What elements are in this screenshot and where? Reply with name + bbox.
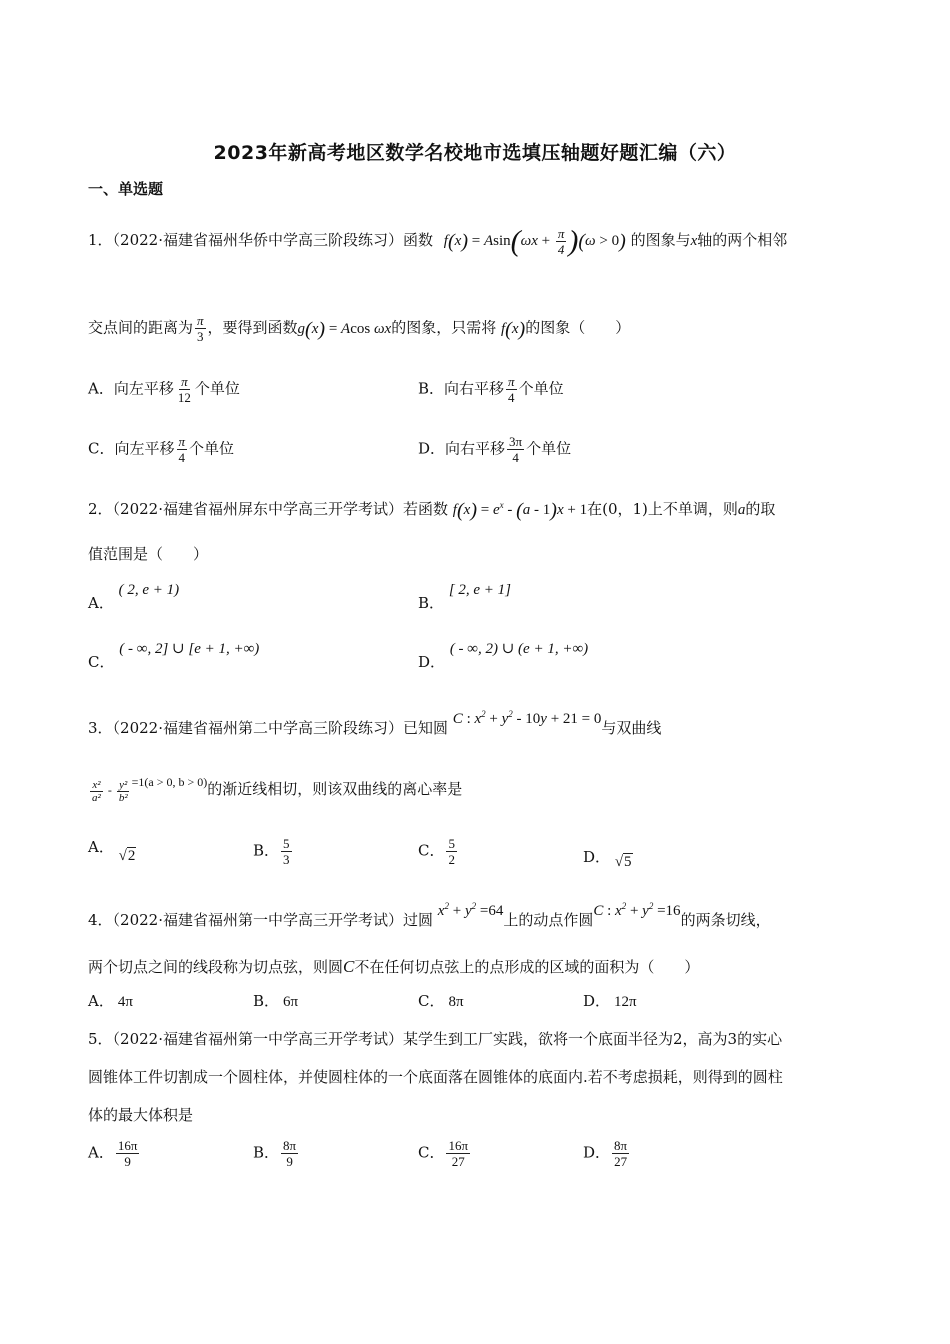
q3-option-c: C． $\frac{5}{2}$ xyxy=(418,836,455,867)
q2-option-b: B． [ 2, e + 1] xyxy=(418,582,512,612)
formula-circle-1: $x^2 + y^2 =64$ xyxy=(437,901,504,919)
section-heading: 一、单选题 xyxy=(88,180,164,198)
question-5-line-1: 5．（2022·福建省福州第一中学高三开学考试）某学生到工厂实践，欲将一个底面半径为2，高为3的实心 xyxy=(88,1030,783,1048)
q5-option-c: C． $\frac{16\pi}{27}$ xyxy=(418,1138,469,1169)
q3-option-a: A． √2 xyxy=(88,838,136,864)
question-source: （2022·福建省福州华侨中学高三阶段练习） xyxy=(112,230,403,249)
q2-option-d: D． ( - ∞, 2) ∪ (e + 1, +∞) xyxy=(418,641,589,671)
question-number: 2． xyxy=(88,500,113,518)
formula-circle-2: C : $x^2 + y^2 =16$ xyxy=(593,901,681,919)
question-1-line-2: 交点间的距离为 $\frac{\pi}{3}$ ，要得到函数g(x) = Acos ωx的图象，只需将 f(x)的图象（ ） xyxy=(88,313,631,344)
question-source: （2022·福建省福州第一中学高三开学考试） xyxy=(112,1030,403,1048)
question-number: 1． xyxy=(88,230,113,249)
distance-fraction: $\frac{\pi}{3}$ xyxy=(197,313,204,344)
q5-option-b: B． $\frac{8\pi}{9}$ xyxy=(253,1138,297,1169)
q5-option-d: D． $\frac{8\pi}{27}$ xyxy=(583,1138,628,1169)
question-3-line-2: $\frac{\text{x²}}{\text{a²}}$ - $\frac{\text{y²}}{\text{b²}}$ =1(a > 0, b > 0)的渐近线相切，则该双曲线的离心率是 xyxy=(88,778,462,804)
q4-option-d: D． 12π xyxy=(583,992,637,1010)
page-title: 2023年新高考地区数学名校地市选填压轴题好题汇编（六） xyxy=(213,142,737,164)
q4-option-b: B． 6π xyxy=(253,992,299,1010)
question-1-line-1: 1．（2022·福建省福州华侨中学高三阶段练习）函数 f(x) = Asin(ωx + $\frac{\pi}{4}$ )(ω > 0) 的图象与x轴的两个相邻 xyxy=(88,224,788,258)
formula-circle: C : $x^2 + y^2 - 10y + 21 = 0$ xyxy=(452,709,602,727)
q1-option-c: C．向左平移 $\frac{\pi}{4}$ 个单位 xyxy=(88,434,235,465)
question-number: 4． xyxy=(88,911,113,929)
question-number: 5． xyxy=(88,1030,113,1048)
question-2-line-1: 2．（2022·福建省福州屏东中学高三开学考试）若函数 $f(x) = e^x - (a - 1)x + 1$在(0，1)上不单调，则a的取 xyxy=(88,499,776,522)
question-4-line-2: 两个切点之间的线段称为切点弦，则圆C不在任何切点弦上的点形成的区域的面积为（ ） xyxy=(88,957,700,976)
q2-option-a: A． ( 2, e + 1) xyxy=(88,582,180,612)
question-source: （2022·福建省福州屏东中学高三开学考试） xyxy=(112,500,403,518)
q5-option-a: A． $\frac{16\pi}{9}$ xyxy=(88,1138,138,1169)
q1-option-a: A．向左平移 $\frac{\pi}{12}$ 个单位 xyxy=(88,374,240,405)
q3-option-b: B． $\frac{5}{3}$ xyxy=(253,836,290,867)
question-2-line-2: 值范围是（ ） xyxy=(88,545,209,563)
question-3-line-1: 3．（2022·福建省福州第二中学高三阶段练习）已知圆 C : $x^2 + y^2 - 10y + 21 = 0$与双曲线 xyxy=(88,709,662,737)
q1-option-b: B．向右平移 $\frac{\pi}{4}$ 个单位 xyxy=(418,374,564,405)
formula-hyperbola: $\frac{\text{x²}}{\text{a²}}$ - $\frac{\text{y²}}{\text{b²}}$ =1(a > 0, b > 0) xyxy=(92,775,208,804)
formula-f: f(x) = Asin(ωx + $\frac{\pi}{4}$ )(ω > 0) xyxy=(443,224,626,258)
question-source: （2022·福建省福州第二中学高三阶段练习） xyxy=(112,719,403,737)
q1-option-d: D．向右平移 $\frac{3\pi}{4}$ 个单位 xyxy=(418,434,572,465)
q4-option-c: C． 8π xyxy=(418,992,464,1010)
question-source: （2022·福建省福州第一中学高三开学考试） xyxy=(112,911,403,929)
q2-option-c: C． ( - ∞, 2] ∪ [e + 1, +∞) xyxy=(88,641,260,671)
question-4-line-1: 4．（2022·福建省福州第一中学高三开学考试）过圆 $x^2 + y^2 =64$上的动点作圆C : $x^2 + y^2 =16$的两条切线， xyxy=(88,901,771,929)
question-number: 3． xyxy=(88,719,113,737)
q4-option-a: A． 4π xyxy=(88,992,133,1010)
question-5-line-2: 圆锥体工件切割成一个圆柱体，并使圆柱体的一个底面落在圆锥体的底面内.若不考虑损耗，则得到的圆柱 xyxy=(88,1068,783,1086)
formula-g: g(x) = Acos ωx xyxy=(297,318,392,341)
formula-q2: $f(x) = e^x - (a - 1)x + 1$ xyxy=(452,499,588,522)
question-5-line-3: 体的最大体积是 xyxy=(88,1106,194,1124)
q3-option-d: D． √5 xyxy=(583,848,632,870)
